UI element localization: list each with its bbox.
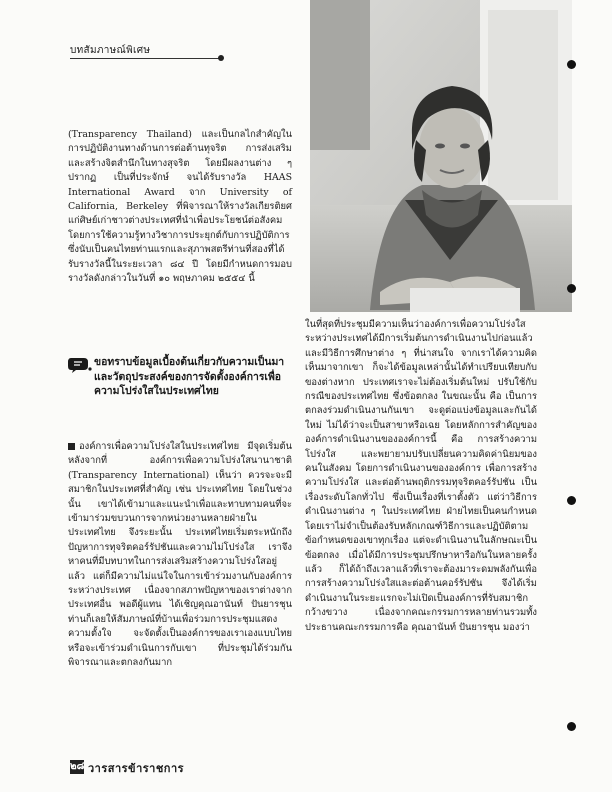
margin-dot-3 — [567, 496, 576, 505]
body-left-column — [68, 440, 292, 671]
page-number: ๒๘ — [70, 761, 85, 772]
body-left-text: องค์การเพื่อความโปร่งใสในประเทศไทย มีจุดเริ่มต้นหลังจากที่ องค์การเพื่อความโปร่งใสนานาชาติ (Transparency International) เห็นว่า ควรจะจะมีสมาชิกในประเทศที่สำคัญ เช่น ประเทศไทย โดยในช่วงนั้น เขาได้เข้ามาและแนะนำเพื่อและทาบทามคนที่จะเข้ามาร่วมขบวนการจากหน่วยงานหลายฝ่ายในประเทศไทย จึงระยะนั้น ประเทศไทยเริ่มตระหนักถึงปัญหาการทุจริตคอร์รัปชันและความไม่โปร่งใส เราจึงหาคนที่มีบทบาทในการส่งเสริมสร้างความโปร่งใสอยู่แล้ว แต่ก็มีความไม่แน่ใจในการเข้าร่วมงานกับองค์การระหว่างประเทศ เนื่องจากสภาพปัญหาของเราต่างจากประเทศอื่น พอดีผู้แทน ได้เชิญคุณอานันท์ ปันยารชุน ท่านก็เลยให้สัมภาษณ์ที่บ้านเพื่อร่วมการประชุมแสดงความตั้งใจ จะจัดตั้งเป็นองค์การของเราเองแบบไทย หรือจะเข้าร่วมดำเนินการกับเขา ที่ประชุมได้ร่วมกันพิจารณาและตกลงกันมาก — [68, 441, 292, 669]
title-dot — [218, 55, 224, 61]
intro-paragraph: (Transparency Thailand) และเป็นกลไกสำคัญในการปฏิบัติงานทางด้านการต่อต้านทุจริต การส่งเสริม และสร้างจิตสำนึกในทางสุจริต โดยมีผลงานต่าง ๆ ปรากฏ เป็นที่ประจักษ์ จนได้รับรางวัล HAAS International Award จาก University of California, Berkeley ที่พิจารณาให้รางวัลเกียรติยศแก่ศิษย์เก่าชาวต่างประเทศที่นำเพื่อประโยชน์ต่อสังคม โดยการใช้ความรู้ทางวิชาการประยุกต์กับการปฏิบัติการ ซึ่งนับเป็นคนไทยท่านแรกและสุภาพสตรีท่านที่สองที่ได้รับรางวัลนี้ในระยะเวลา ๘๔ ปี โดยมีกำหนดการมอบรางวัลดังกล่าวในวันที่ ๑๐ พฤษภาคม ๒๕๕๔ นี้ — [68, 129, 292, 285]
speech-bubble-icon — [68, 357, 92, 373]
margin-dot-2 — [567, 284, 576, 293]
section-heading: ขอทราบข้อมูลเบื้องต้นเกี่ยวกับความเป็นมาและวัตถุประสงค์ของการจัดตั้งองค์การเพื่อความโปร่งใสในประเทศไทย — [94, 356, 285, 397]
interview-photo — [310, 0, 572, 312]
title-rule — [70, 58, 220, 59]
running-title: บทสัมภาษณ์พิเศษ — [70, 45, 151, 56]
magazine-brand: วารสารข้าราชการ — [88, 762, 185, 775]
photo-illustration — [310, 0, 572, 312]
intro-paragraph-container — [68, 128, 292, 286]
paragraph-marker-icon — [68, 443, 75, 450]
body-right-column — [305, 318, 537, 635]
section-heading-block — [68, 355, 296, 399]
margin-dot-1 — [567, 60, 576, 69]
body-right-text: ในที่สุดที่ประชุมมีความเห็นว่าองค์การเพื่อความโปร่งใสระหว่างประเทศได้มีการเริ่มต้นการดำเนินงานไปก่อนแล้ว และมีวิธีการศึกษาต่าง ๆ ที่น่าสนใจ จากเราได้ความคิดเห็นมาจากเขา ก็จะได้ข้อมูลเหล่านั้นได้ทำเปรียบเทียบกับของต่างหาก ประเทศเราจะไม่ต้องเริ่มต้นใหม่ ปรับใช้กับกรณีของประเทศไทย ซึ่งข้อตกลง ในขณะนั้น คือ เป็นการตกลงร่วมดำเนินงานกันเขา จะดูต่อแบ่งข้อมูลและกันได้ใหม่ ไม่ได้ว่าจะเป็นสาขาหรือเฉย โดยหลักการสำคัญขององค์การดำเนินงานขององค์การนี้ คือ การสร้างความโปร่งใส และพยายามปรับเปลี่ยนความคิดค่านิยมของคนในสังคม โดยการดำเนินงานขององค์การ เพื่อการสร้างความโปร่งใส และต่อต้านพฤติกรรมทุจริตคอร์รัปชัน เป็นเรื่องระดับโลกทั่วไป ซึ่งเป็นเรื่องที่เราตั้งตัว แต่ว่าวิธีการดำเนินงานต่าง ๆ ในประเทศไทย ฝ่ายไทยเป็นคนกำหนด โดยเราไม่จำเป็นต้องรับหลักเกณฑ์วิธีการและปฏิบัติตามข้อกำหนดของเขาทุกเรื่อง แต่จะดำเนินงานในลักษณะเป็นข้อตกลง เมื่อได้มีการประชุมปรึกษาหารือกันในหลายครั้งแล้ว ก็ได้ถ้าถึงเวลาแล้วที่เราจะต้องมาระดมพลังกันเพื่อการสร้างความโปร่งใสและต่อต้านคอร์รัปชัน จึงได้เริ่มดำเนินงานในระยะแรกจะไม่เปิดเป็นองค์การที่รับสมาชิกกว้างขวาง เนื่องจากคณะกรรมการหลายท่านรวมทั้งประธานคณะกรรมการคือ คุณอานันท์ ปันยารชุน มองว่า — [305, 319, 537, 633]
margin-dot-4 — [567, 722, 576, 731]
